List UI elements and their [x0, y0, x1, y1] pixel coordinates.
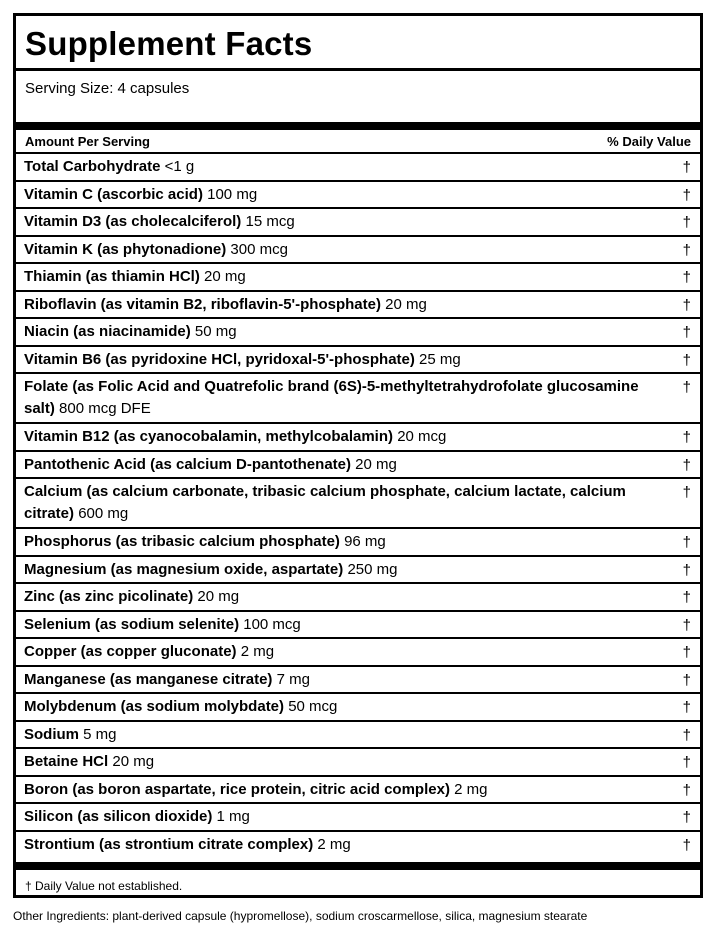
nutrient-amount: 20 mg	[385, 295, 427, 313]
nutrient-amount: 25 mg	[419, 350, 461, 368]
nutrient-amount: 20 mcg	[397, 428, 447, 445]
nutrient-list	[16, 152, 700, 857]
daily-value-dagger: †	[682, 616, 691, 634]
nutrient-text	[24, 426, 666, 448]
daily-value-header: % Daily Value	[607, 134, 691, 149]
nutrient-row	[16, 207, 700, 235]
nutrient-row	[16, 555, 700, 583]
nutrient-amount: 50 mcg	[288, 698, 338, 715]
nutrient-amount: 2 mg	[317, 835, 351, 853]
nutrient-amount: 50 mg	[194, 323, 237, 340]
daily-value-dagger: †	[682, 296, 691, 314]
nutrient-name: Calcium (as calcium carbonate, tribasic calcium phosphate, calcium lactate, calcium citrate)	[24, 483, 626, 522]
nutrient-name: Folate (as Folic Acid and Quatrefolic brand (6S)-5-methyltetrahydrofolate glucosamine salt)	[24, 378, 639, 417]
nutrient-text	[24, 724, 666, 746]
nutrient-name: Pantothenic Acid (as calcium D-pantothenate)	[24, 455, 351, 473]
daily-value-dagger: †	[682, 269, 691, 286]
nutrient-row	[16, 180, 700, 208]
nutrient-text	[24, 321, 666, 343]
nutrient-text	[24, 294, 666, 316]
nutrient-name: Molybdenum (as sodium molybdate)	[24, 698, 285, 715]
nutrient-name: Niacin (as niacinamide)	[24, 323, 191, 340]
nutrient-name: Sodium	[24, 725, 79, 743]
nutrient-row	[16, 527, 700, 555]
nutrient-text	[24, 696, 666, 718]
nutrient-name: Silicon (as silicon dioxide)	[24, 808, 213, 825]
nutrient-text	[24, 211, 666, 233]
daily-value-dagger: †	[682, 836, 691, 854]
nutrient-text	[24, 239, 666, 261]
nutrient-row	[16, 290, 700, 318]
nutrient-amount: 600 mg	[78, 505, 129, 522]
daily-value-dagger: †	[682, 241, 691, 259]
nutrient-amount: 20 mg	[197, 588, 240, 605]
daily-value-dagger: †	[682, 671, 691, 689]
nutrient-name: Boron (as boron aspartate, rice protein, citric acid complex)	[24, 780, 450, 798]
nutrient-row	[16, 152, 700, 180]
nutrient-name: Vitamin K (as phytonadione)	[24, 240, 227, 258]
nutrient-name: Vitamin B6 (as pyridoxine HCl, pyridoxal-5'-phosphate)	[24, 350, 415, 368]
title-divider	[16, 68, 700, 71]
daily-value-dagger: †	[682, 484, 691, 501]
nutrient-name: Vitamin C (ascorbic acid)	[24, 185, 203, 203]
supplement-facts-panel	[13, 13, 703, 898]
nutrient-name: Thiamin (as thiamin HCl)	[24, 268, 200, 285]
nutrient-text	[24, 641, 666, 663]
daily-value-dagger: †	[682, 561, 691, 579]
nutrient-amount: 7 mg	[276, 670, 310, 688]
nutrient-row	[16, 235, 700, 263]
daily-value-dagger: †	[682, 781, 691, 799]
nutrient-amount: 96 mg	[344, 533, 386, 550]
daily-value-dagger: †	[682, 589, 691, 606]
nutrient-name: Manganese (as manganese citrate)	[24, 670, 273, 688]
nutrient-row	[16, 775, 700, 803]
nutrient-name: Strontium (as strontium citrate complex)	[24, 835, 314, 853]
nutrient-text	[24, 266, 666, 288]
nutrient-amount: <1 g	[164, 158, 195, 175]
daily-value-dagger: †	[682, 754, 691, 771]
serving-size: Serving Size: 4 capsules	[25, 80, 190, 97]
nutrient-row	[16, 450, 700, 478]
nutrient-amount: 5 mg	[83, 725, 117, 743]
nutrient-row	[16, 262, 700, 290]
nutrient-text	[24, 806, 666, 828]
nutrient-name: Total Carbohydrate	[24, 158, 161, 175]
daily-value-dagger: †	[682, 534, 691, 551]
daily-value-dagger: †	[682, 159, 691, 176]
nutrient-text	[24, 669, 666, 691]
serving-divider	[16, 122, 700, 130]
nutrient-name: Selenium (as sodium selenite)	[24, 615, 240, 633]
nutrient-amount: 250 mg	[347, 560, 398, 578]
nutrient-row	[16, 422, 700, 450]
daily-value-dagger: †	[682, 186, 691, 204]
daily-value-dagger: †	[682, 726, 691, 744]
nutrient-text	[24, 531, 666, 553]
nutrient-name: Copper (as copper gluconate)	[24, 643, 237, 660]
nutrient-row	[16, 720, 700, 748]
daily-value-dagger: †	[682, 429, 691, 446]
daily-value-dagger: †	[682, 456, 691, 474]
nutrient-text	[24, 779, 666, 801]
nutrient-amount: 15 mcg	[245, 213, 295, 230]
nutrient-name: Phosphorus (as tribasic calcium phosphate)	[24, 533, 340, 550]
nutrient-row	[16, 477, 700, 527]
nutrient-row	[16, 747, 700, 775]
daily-value-dagger: †	[682, 699, 691, 716]
nutrient-amount: 2 mg	[454, 780, 488, 798]
nutrient-text	[24, 184, 666, 206]
nutrient-amount: 1 mg	[216, 808, 250, 825]
nutrient-name: Riboflavin (as vitamin B2, riboflavin-5'-phosphate)	[24, 295, 381, 313]
nutrient-row	[16, 637, 700, 665]
nutrient-text	[24, 454, 666, 476]
nutrient-row	[16, 802, 700, 830]
nutrient-amount: 20 mg	[204, 268, 246, 285]
nutrient-amount: 2 mg	[240, 643, 275, 660]
nutrient-amount: 100 mcg	[243, 615, 301, 633]
daily-value-dagger: †	[682, 351, 691, 369]
nutrient-amount: 300 mcg	[230, 240, 288, 258]
nutrient-text	[24, 376, 666, 420]
amount-per-serving-header: Amount Per Serving	[25, 134, 150, 149]
other-ingredients: Other Ingredients: plant-derived capsule (hypromellose), sodium croscarmellose, silica, magnesium stearate	[13, 909, 588, 923]
footnote: † Daily Value not established.	[25, 879, 183, 893]
nutrient-name: Betaine HCl	[24, 753, 109, 770]
nutrient-text	[24, 559, 666, 581]
daily-value-dagger: †	[682, 324, 691, 341]
nutrient-amount: 20 mg	[355, 455, 397, 473]
daily-value-dagger: †	[682, 214, 691, 231]
nutrient-name: Vitamin B12 (as cyanocobalamin, methylcobalamin)	[24, 428, 394, 445]
nutrient-amount: 800 mcg DFE	[59, 400, 151, 417]
nutrient-amount: 20 mg	[112, 753, 155, 770]
nutrient-amount: 100 mg	[207, 185, 258, 203]
nutrient-row	[16, 372, 700, 422]
nutrient-text	[24, 834, 666, 856]
daily-value-dagger: †	[682, 809, 691, 826]
daily-value-dagger: †	[682, 379, 691, 396]
nutrient-text	[24, 614, 666, 636]
nutrient-row	[16, 582, 700, 610]
nutrient-name: Magnesium (as magnesium oxide, aspartate)	[24, 560, 344, 578]
nutrient-row	[16, 317, 700, 345]
nutrient-text	[24, 349, 666, 371]
nutrient-name: Zinc (as zinc picolinate)	[24, 588, 194, 605]
nutrient-text	[24, 481, 666, 525]
nutrient-text	[24, 586, 666, 608]
nutrient-text	[24, 751, 666, 773]
nutrient-row	[16, 692, 700, 720]
bottom-divider	[16, 862, 700, 870]
panel-title: Supplement Facts	[25, 25, 313, 62]
daily-value-dagger: †	[682, 644, 691, 661]
nutrient-row	[16, 665, 700, 693]
nutrient-text	[24, 156, 666, 178]
nutrient-row	[16, 345, 700, 373]
nutrient-row	[16, 610, 700, 638]
column-header	[16, 130, 700, 152]
nutrient-name: Vitamin D3 (as cholecalciferol)	[24, 213, 242, 230]
nutrient-row	[16, 830, 700, 858]
